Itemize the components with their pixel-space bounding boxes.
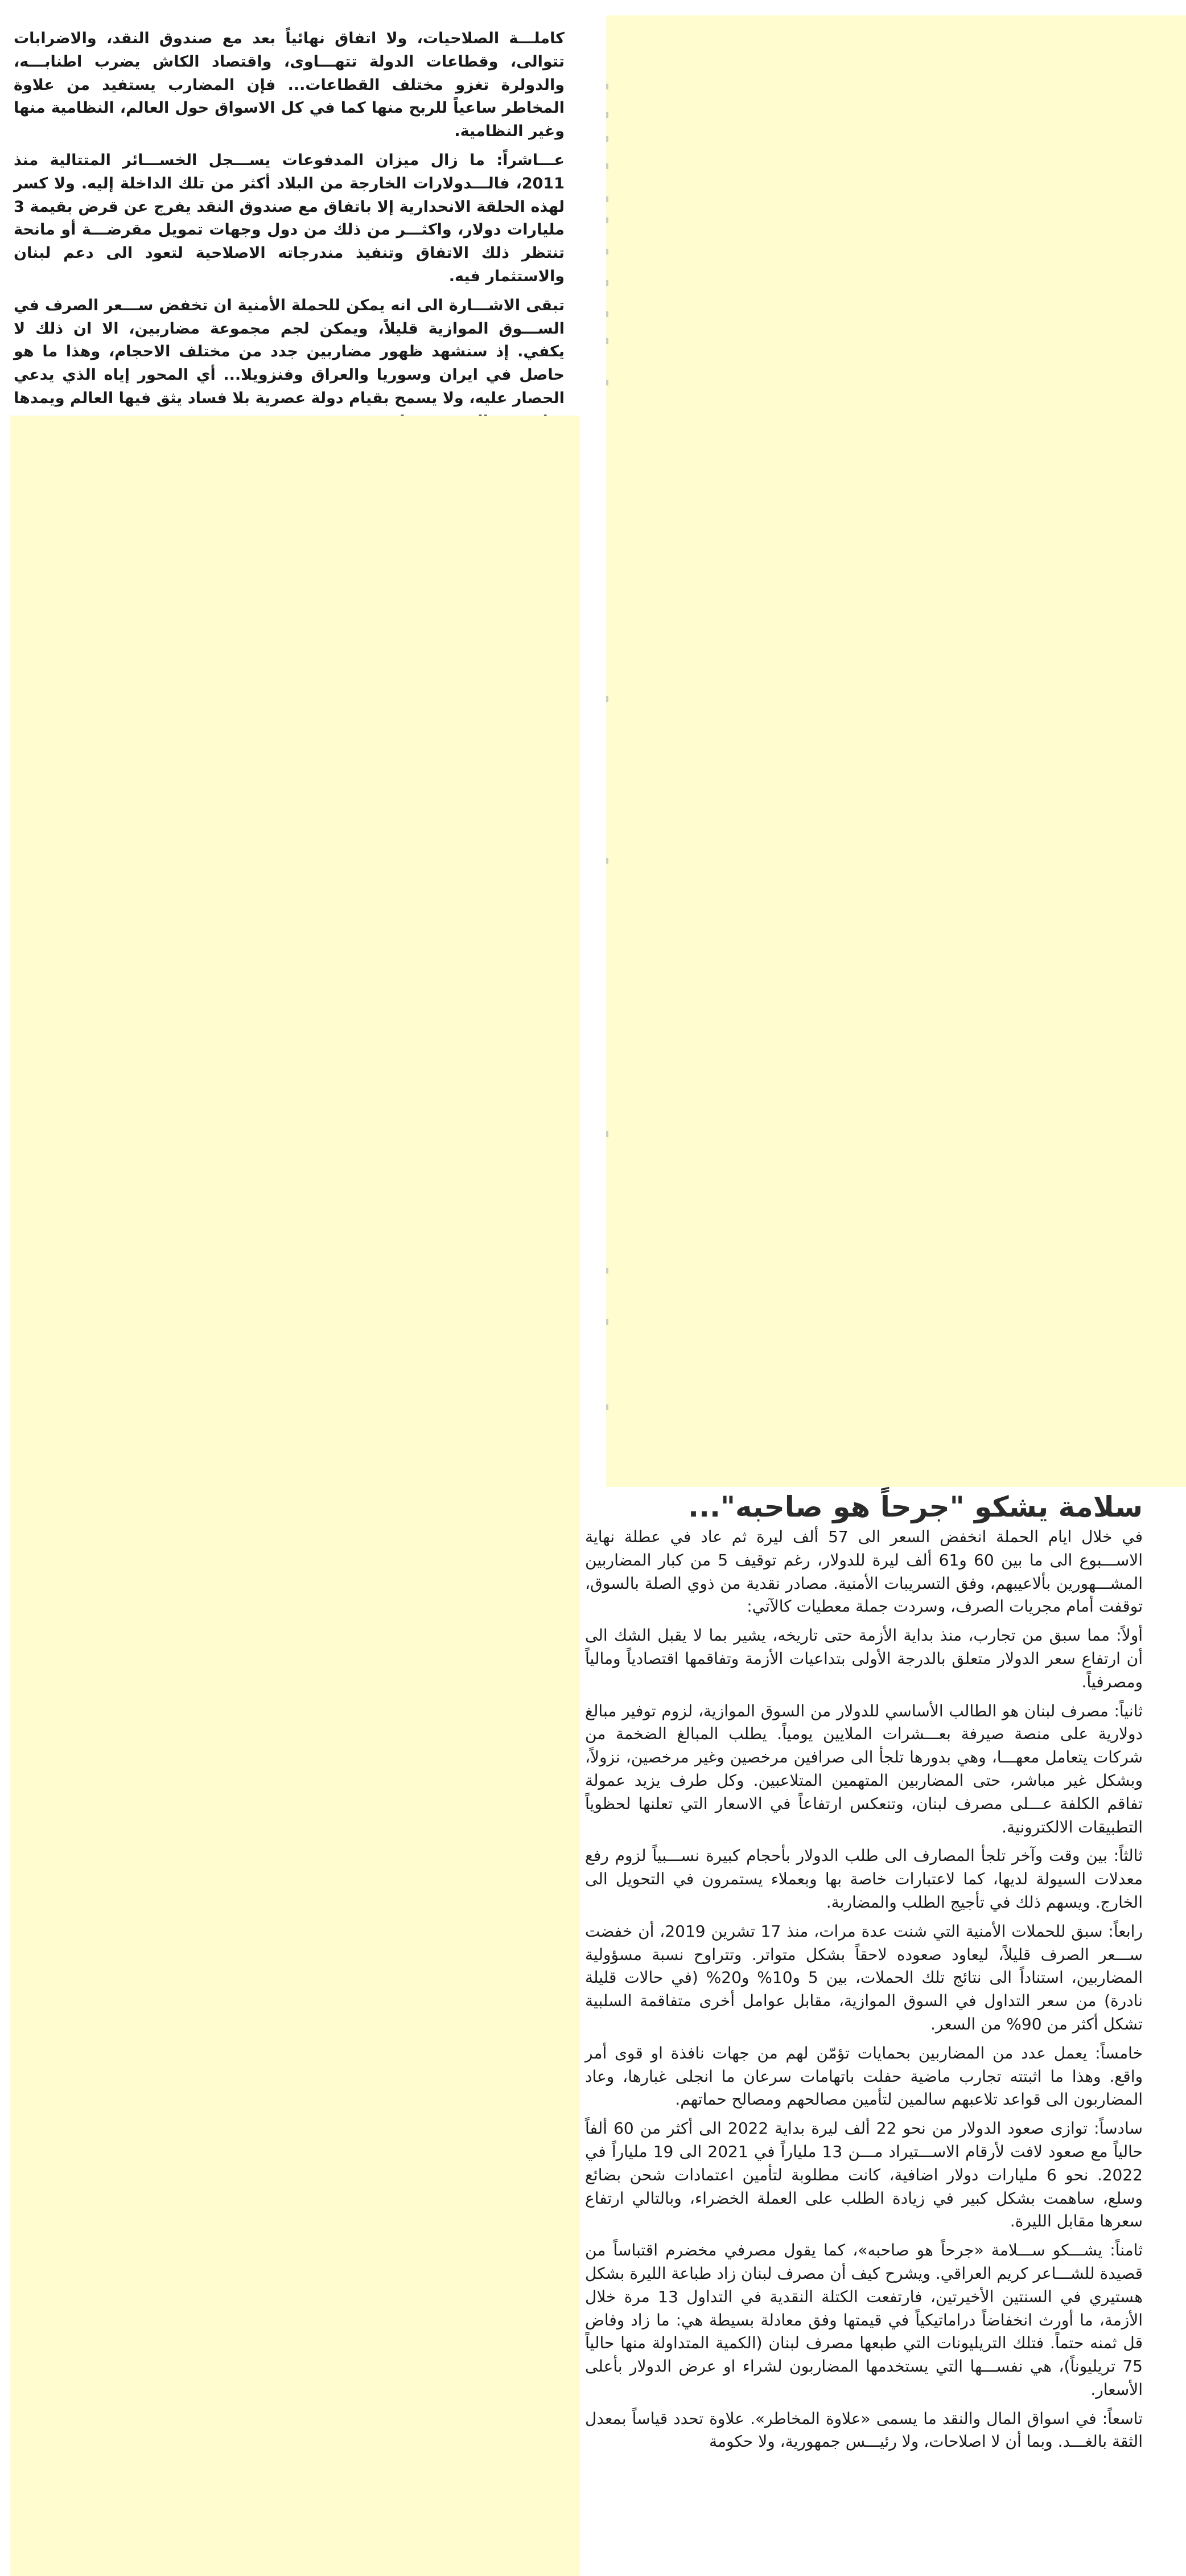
paragraph: خامساً: يعمل عدد من المضاربين بحمايات تؤمّن لهم من جهات نافذة او قوى أمر واقع. وهذا ما اثبتته تجارب ماضية حفلت باتهامات سرعان ما انجلى غبارها، وعاد المضاربون الى قواعد تلاعبهم سالمين لتأمين مصالحهم ومصالح حماتهم. (585, 2043, 1143, 2109)
blank-left-panel (10, 416, 579, 2576)
faint-mark (606, 163, 608, 169)
faint-mark (606, 112, 608, 118)
paragraph: تاسعاً: في اسواق المال والنقد ما يسمى «علاوة المخاطر». علاوة تحدد قياساً بمعدل الثقة بالغـــد. وبما أن لا اصلاحات، ولا رئيـــس جمهورية، ولا حكومة (585, 2409, 1143, 2451)
faint-mark (606, 249, 608, 254)
faint-mark (606, 217, 608, 223)
faint-mark (606, 696, 608, 702)
faint-mark (606, 858, 608, 864)
faint-mark (606, 1268, 608, 1273)
paragraph: عـــاشراً: ما زال ميزان المدفوعات يســـجل الخســـائر المتتالية منذ 2011، فالـــدولارات الخارجة من البلاد أكثر من تلك الداخلة إليه. ولا كسر لهذه الحلقة الانحدارية إلا باتفاق مع صندوق النقد يفرج عن قرض بقيمة 3 مليارات دولار، واكثـــر من ذلك من دول وجهات تمويل مقرضـــة أو مانحة تنتظر ذلك الاتفاق وتنفيذ مندرجاته الاصلاحية لتعود الى دعم لبنان والاستثمار فيه. (14, 151, 565, 285)
faint-mark (606, 1404, 608, 1410)
faint-mark (606, 280, 608, 286)
paragraph: سادساً: توازى صعود الدولار من نحو 22 ألف ليرة بداية 2022 الى أكثر من 60 ألفاً حالياً مع صعود لافت لأرقام الاســـتيراد مـــن 13 ملياراً في 2021 الى 19 ملياراً في 2022. نحو 6 مليارات دولار اضافية، كانت مطلوبة لتأمين اعتمادات شحن بضائع وسلع، ساهمت بشكل كبير في زيادة الطلب على العملة الخضراء، وبالتالي ارتفاع سعرها مقابل الليرة. (585, 2119, 1143, 2231)
faint-mark (606, 136, 608, 142)
article-body (585, 1526, 1143, 2454)
paragraph: ثالثاً: بين وقت وآخر تلجأ المصارف الى طلب الدولار بأحجام كبيرة نســـبياً لزوم رفع معدلات السيولة لديها، كما لاعتبارات خاصة بها وبعملاء يستمرون في التحويل الى الخارج. ويسهم ذلك في تأجيج الطلب والمضاربة. (585, 1846, 1143, 1912)
faint-mark (606, 84, 608, 89)
paragraph: أولاً: مما سبق من تجارب، منذ بداية الأزمة حتى تاريخه، يشير بما لا يقبل الشك الى أن ارتفاع سعر الدولار متعلق بالدرجة الأولى بتداعيات الأزمة وتفاقمها اقتصادياً ومالياً ومصرفياً. (585, 1626, 1143, 1691)
paragraph: رابعاً: سبق للحملات الأمنية التي شنت عدة مرات، منذ 17 تشرين 2019، أن خفضت ســـعر الصرف قليلاً، ليعاود صعوده لاحقاً بشكل متواتر. وتتراوح نسبة مسؤولية المضاربين، استناداً الى نتائج تلك الحملات، بين 5 و10% و20% (في حالات قليلة نادرة) من سعر التداول في السوق الموازية، مقابل عوامل أخرى متفاقمة السلبية تشكل أكثر من 90% من السعر. (585, 1921, 1143, 2033)
faint-mark (606, 311, 608, 317)
faint-mark (606, 196, 608, 202)
faint-mark (606, 1319, 608, 1325)
top-left-column (14, 27, 565, 434)
paragraph: ثانياً: مصرف لبنان هو الطالب الأساسي للدولار من السوق الموازية، لزوم توفير مبالغ دولارية على منصة صيرفة بعـــشرات الملايين يومياً. يطلب المبالغ الضخمة من شركات يتعامل معهـــا، وهي بدورها تلجأ الى صرافين مرخصين وغير مرخصين، نزولاً، وبشكل غير مباشر، حتى المضاربين المتهمين المتلاعبين. وكل طرف يزيد عمولة تفاقم الكلفة عـــلى مصرف لبنان، وتنعكس ارتفاعاً في الاسعار التي تعلنها لحظوياً التطبيقات الالكترونية. (585, 1701, 1143, 1837)
paragraph: كاملـــة الصلاحيات، ولا اتفاق نهائياً بعد مع صندوق النقد، والاضرابات تتوالى، وقطاعات الدولة تتهـــاوى، واقتصاد الكاش يضرب اطنابـــه، والدولرة تغزو مختلف القطاعات... فإن المضارب يستفيد من علاوة المخاطر ساعياً للربح منها كما في كل الاسواق حول العالم، النظامية منها وغير النظامية. (14, 30, 565, 141)
faint-mark (606, 380, 608, 385)
paragraph: ثامناً: يشـــكو ســـلامة «جرحاً هو صاحبه»، كما يقول مصرفي مخضرم اقتباساً من قصيدة للشـــاعر كريم العراقي. ويشرح كيف أن مصرف لبنان زاد طباعة الليرة بشكل هستيري في السنتين الأخيرتين، فارتفعت الكتلة النقدية في التداول 13 مرة خلال الأزمة، ما أورث انخفاضاً دراماتيكياً في قيمتها وفق معادلة بسيطة هي: ما زاد وفاض قل ثمنه حتماً. فتلك التريليونات التي طبعها مصرف لبنان (الكمية المتداولة منها حالياً 75 تريليوناً)، هي نفســـها التي يستخدمها المضاربون لشراء او عرض الدولار بأعلى الأسعار. (585, 2241, 1143, 2399)
faint-mark (606, 1131, 608, 1137)
faint-mark (606, 338, 608, 344)
article-headline: سلامة يشكو "جرحاً هو صاحبه"... (687, 1490, 1143, 1523)
paragraph: تبقى الاشـــارة الى انه يمكن للحملة الأمنية ان تخفض ســـعر الصرف في الســـوق الموازية قليلاً، ويمكن لجم مجموعة مضاربين، الا ان ذلك لا يكفي. إذ سنشهد ظهور مضاربين جدد من مختلف الاحجام، وهذا ما هو حاصل في ايران وسوريا والعراق وفنزويلا... أي المحور إياه الذي يدعي الحصار عليه، ولا يسمح بقيام دولة عصرية بلا فساد يثق فيها العالم ويمدها (14, 296, 565, 407)
paragraph: في خلال ايام الحملة انخفض السعر الى 57 ألف ليرة ثم عاد في عطلة نهاية الاســـبوع الى ما بين 60 و61 ألف ليرة للدولار، رغم توقيف 5 من كبار المضاربين المشـــهورين بألاعيبهم، وفق التسريبات الأمنية. مصادر نقدية من ذوي الصلة بالسوق، توقفت أمام مجريات الصرف، وسردت جملة معطيات كالآتي: (585, 1527, 1143, 1616)
blank-right-panel (606, 15, 1186, 1487)
